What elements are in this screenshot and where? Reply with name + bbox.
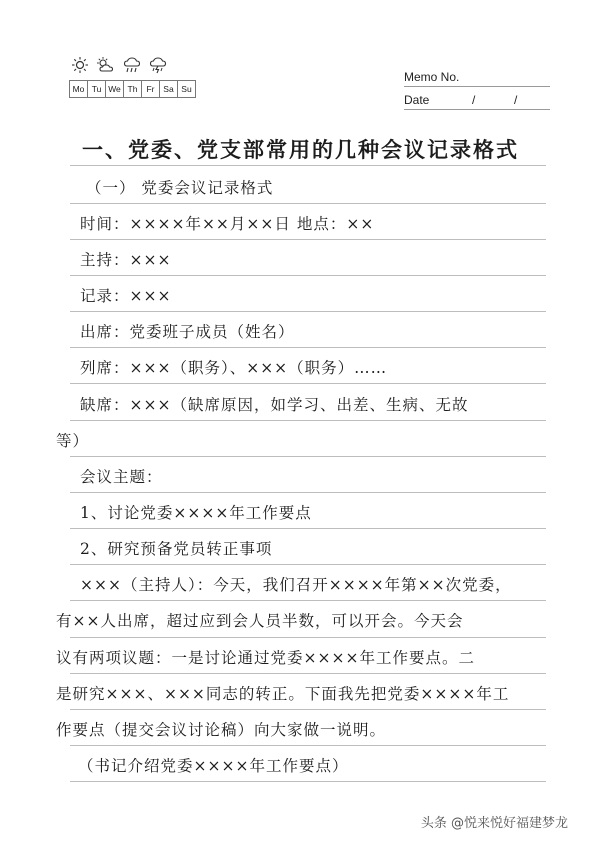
text-line-9: 会议主题：	[80, 468, 163, 486]
weekday-tu: Tu	[88, 81, 106, 97]
rule-line	[70, 600, 546, 601]
rule-line	[70, 383, 546, 384]
text-line-6: 列席：×××（职务）、×××（职务）……	[80, 359, 388, 377]
text-line-1: （一） 党委会议记录格式	[86, 179, 274, 197]
rule-line	[70, 564, 546, 565]
weekday-sa: Sa	[160, 81, 178, 97]
watermark-text: 头条 @悦来悦好福建梦龙	[420, 816, 568, 831]
rule-line	[70, 637, 546, 638]
rule-line	[70, 709, 546, 710]
weekday-th: Th	[124, 81, 142, 97]
rule-line	[70, 492, 546, 493]
date-separator-1: /	[472, 93, 476, 107]
rule-line	[70, 347, 546, 348]
date-label: Date	[404, 93, 430, 107]
rule-line	[70, 311, 546, 312]
text-line-8: 等）	[56, 432, 90, 450]
rule-line	[70, 420, 546, 421]
page-title: 一、党委、党支部常用的几种会议记录格式	[82, 137, 519, 162]
rule-line	[70, 456, 546, 457]
text-line-5: 出席：党委班子成员（姓名）	[80, 323, 295, 341]
weekday-su: Su	[181, 84, 192, 94]
rule-line	[70, 239, 546, 240]
rule-line	[70, 528, 546, 529]
text-line-12: ×××（主持人）：今天，我们召开××××年第××次党委，	[80, 576, 512, 594]
date-separator-2: /	[514, 93, 518, 107]
text-line-14: 议有两项议题：一是讨论通过党委××××年工作要点。二	[56, 649, 475, 667]
memo-label: Memo No.	[404, 70, 460, 84]
rule-line	[70, 745, 546, 746]
rule-line	[70, 673, 546, 674]
text-line-15: 是研究×××、×××同志的转正。下面我先把党委××××年工	[56, 685, 510, 703]
text-line-13: 有××人出席，超过应到会人员半数，可以开会。今天会	[56, 612, 464, 630]
text-line-2: 时间：××××年××月××日 地点：××	[80, 215, 375, 233]
rule-line	[70, 781, 546, 782]
rule-line	[70, 275, 546, 276]
weekday-we: We	[106, 81, 124, 97]
text-line-16: 作要点（提交会议讨论稿）向大家做一说明。	[56, 721, 387, 739]
rule-line	[70, 165, 546, 166]
weekday-fr: Fr	[142, 81, 160, 97]
text-line-10: 1、讨论党委××××年工作要点	[80, 504, 312, 522]
text-line-4: 记录：×××	[80, 287, 172, 305]
text-line-3: 主持：×××	[80, 251, 172, 269]
weekday-mo: Mo	[70, 81, 88, 97]
text-line-11: 2、研究预备党员转正事项	[80, 540, 273, 558]
text-line-17: （书记介绍党委××××年工作要点）	[78, 757, 349, 775]
text-line-7: 缺席：×××（缺席原因，如学习、出差、生病、无故	[80, 396, 469, 414]
rule-line	[70, 203, 546, 204]
